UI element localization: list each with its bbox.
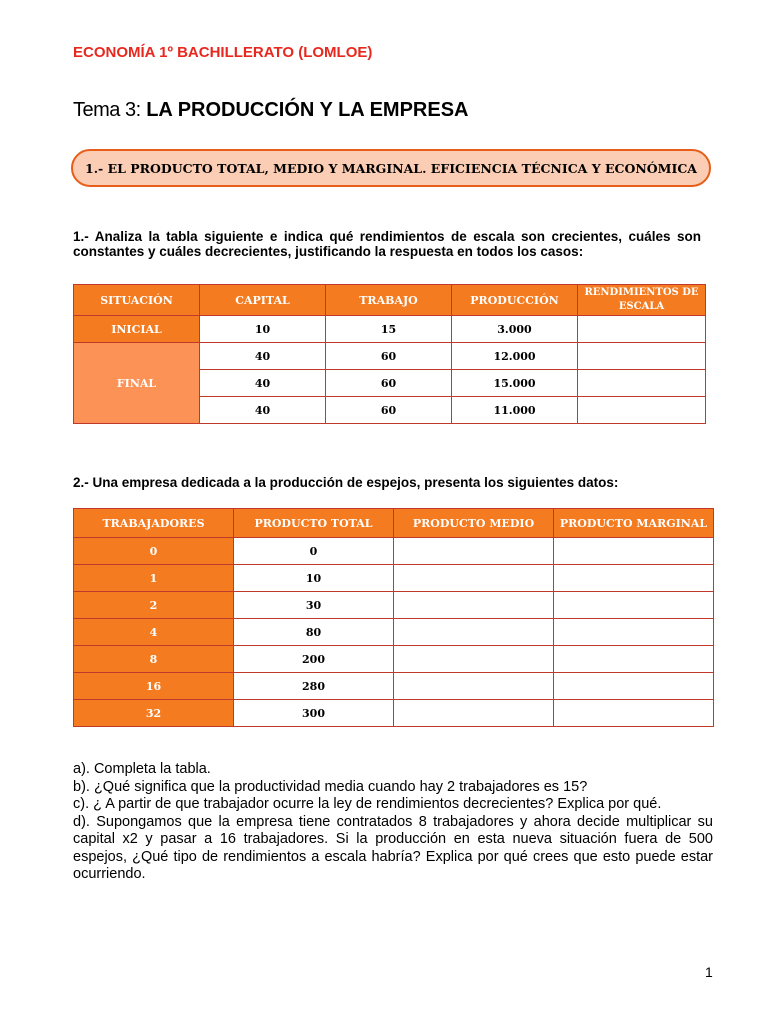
table-row	[74, 592, 714, 619]
answer-cell[interactable]	[394, 700, 554, 727]
table-cell: 15.000	[452, 370, 578, 397]
production-table	[73, 508, 714, 727]
answer-cell[interactable]	[554, 565, 714, 592]
answer-cell[interactable]	[394, 619, 554, 646]
table-row	[74, 343, 706, 370]
workers-cell: 0	[74, 538, 234, 565]
table-row	[74, 316, 706, 343]
table-cell: 0	[234, 538, 394, 565]
returns-to-scale-table	[73, 284, 706, 424]
page-title	[73, 99, 468, 122]
page-number: 1	[705, 964, 713, 980]
table-cell: 80	[234, 619, 394, 646]
table-cell: 40	[200, 370, 326, 397]
title-main: LA PRODUCCIÓN Y LA EMPRESA	[146, 99, 469, 121]
table2-header-row	[74, 509, 714, 538]
subquestion-c: c). ¿ A partir de que trabajador ocurre la ley de rendimientos decrecientes? Explica por qué.	[73, 796, 662, 812]
table-cell: 60	[326, 370, 452, 397]
table1-header-trabajo: TRABAJO	[326, 285, 452, 316]
workers-cell: 1	[74, 565, 234, 592]
table-cell: 30	[234, 592, 394, 619]
workers-cell: 32	[74, 700, 234, 727]
table-cell: 3.000	[452, 316, 578, 343]
row-label-final: FINAL	[74, 343, 200, 424]
table-cell: 60	[326, 343, 452, 370]
table1-header-produccion: PRODUCCIÓN	[452, 285, 578, 316]
table-cell: 12.000	[452, 343, 578, 370]
workers-cell: 4	[74, 619, 234, 646]
table2-header-producto-medio: PRODUCTO MEDIO	[394, 509, 554, 538]
subquestions	[73, 761, 713, 884]
table-cell: 10	[234, 565, 394, 592]
table-cell: 11.000	[452, 397, 578, 424]
table-cell: 60	[326, 397, 452, 424]
subquestion-a: a). Completa la tabla.	[73, 761, 211, 777]
table2-header-producto-total: PRODUCTO TOTAL	[234, 509, 394, 538]
table2-header-producto-marginal: PRODUCTO MARGINAL	[554, 509, 714, 538]
answer-cell[interactable]	[578, 397, 706, 424]
table-cell: 40	[200, 397, 326, 424]
table2-header-trabajadores: TRABAJADORES	[74, 509, 234, 538]
workers-cell: 8	[74, 646, 234, 673]
table-row	[74, 565, 714, 592]
table-row	[74, 619, 714, 646]
answer-cell[interactable]	[554, 538, 714, 565]
workers-cell: 16	[74, 673, 234, 700]
table-cell: 40	[200, 343, 326, 370]
table1-header-row	[74, 285, 706, 316]
table-cell: 300	[234, 700, 394, 727]
answer-cell[interactable]	[554, 673, 714, 700]
subquestion-d: d). Supongamos que la empresa tiene contratados 8 trabajadores y ahora decide multiplicar su capital x2 y pasar a 16 trabajadores. Si la producción en esta nueva situación fuera de 500 espejos, ¿Qué tipo de rendimientos a escala habría? Explica por qué crees que esto puede estar ocurriendo.	[73, 813, 713, 882]
question-2: 2.- Una empresa dedicada a la producción de espejos, presenta los siguientes datos:	[73, 475, 619, 490]
answer-cell[interactable]	[554, 619, 714, 646]
answer-cell[interactable]	[394, 538, 554, 565]
answer-cell[interactable]	[394, 592, 554, 619]
answer-cell[interactable]	[554, 592, 714, 619]
answer-cell[interactable]	[578, 370, 706, 397]
row-label-inicial: INICIAL	[74, 316, 200, 343]
answer-cell[interactable]	[394, 646, 554, 673]
table-cell: 15	[326, 316, 452, 343]
table-row	[74, 646, 714, 673]
workers-cell: 2	[74, 592, 234, 619]
table1-header-capital: CAPITAL	[200, 285, 326, 316]
answer-cell[interactable]	[394, 673, 554, 700]
answer-cell[interactable]	[578, 316, 706, 343]
table-row	[74, 538, 714, 565]
course-header: ECONOMÍA 1º BACHILLERATO (LOMLOE)	[73, 44, 373, 61]
table-cell: 10	[200, 316, 326, 343]
answer-cell[interactable]	[578, 343, 706, 370]
question-1: 1.- Analiza la tabla siguiente e indica qué rendimientos de escala son crecientes, cuáles son constantes y cuáles decrecientes, justificando la respuesta en todos los casos:	[73, 229, 701, 259]
table-row	[74, 700, 714, 727]
answer-cell[interactable]	[554, 700, 714, 727]
section-banner: 1.- EL PRODUCTO TOTAL, MEDIO Y MARGINAL. EFICIENCIA TÉCNICA Y ECONÓMICA	[71, 149, 711, 187]
answer-cell[interactable]	[394, 565, 554, 592]
title-prefix: Tema 3:	[73, 99, 141, 121]
answer-cell[interactable]	[554, 646, 714, 673]
table-cell: 200	[234, 646, 394, 673]
table-cell: 280	[234, 673, 394, 700]
subquestion-b: b). ¿Qué significa que la productividad media cuando hay 2 trabajadores es 15?	[73, 778, 588, 795]
table-row	[74, 673, 714, 700]
table1-header-situacion: SITUACIÓN	[74, 285, 200, 316]
table1-header-rendimientos: RENDIMIENTOS DE ESCALA	[578, 285, 706, 316]
